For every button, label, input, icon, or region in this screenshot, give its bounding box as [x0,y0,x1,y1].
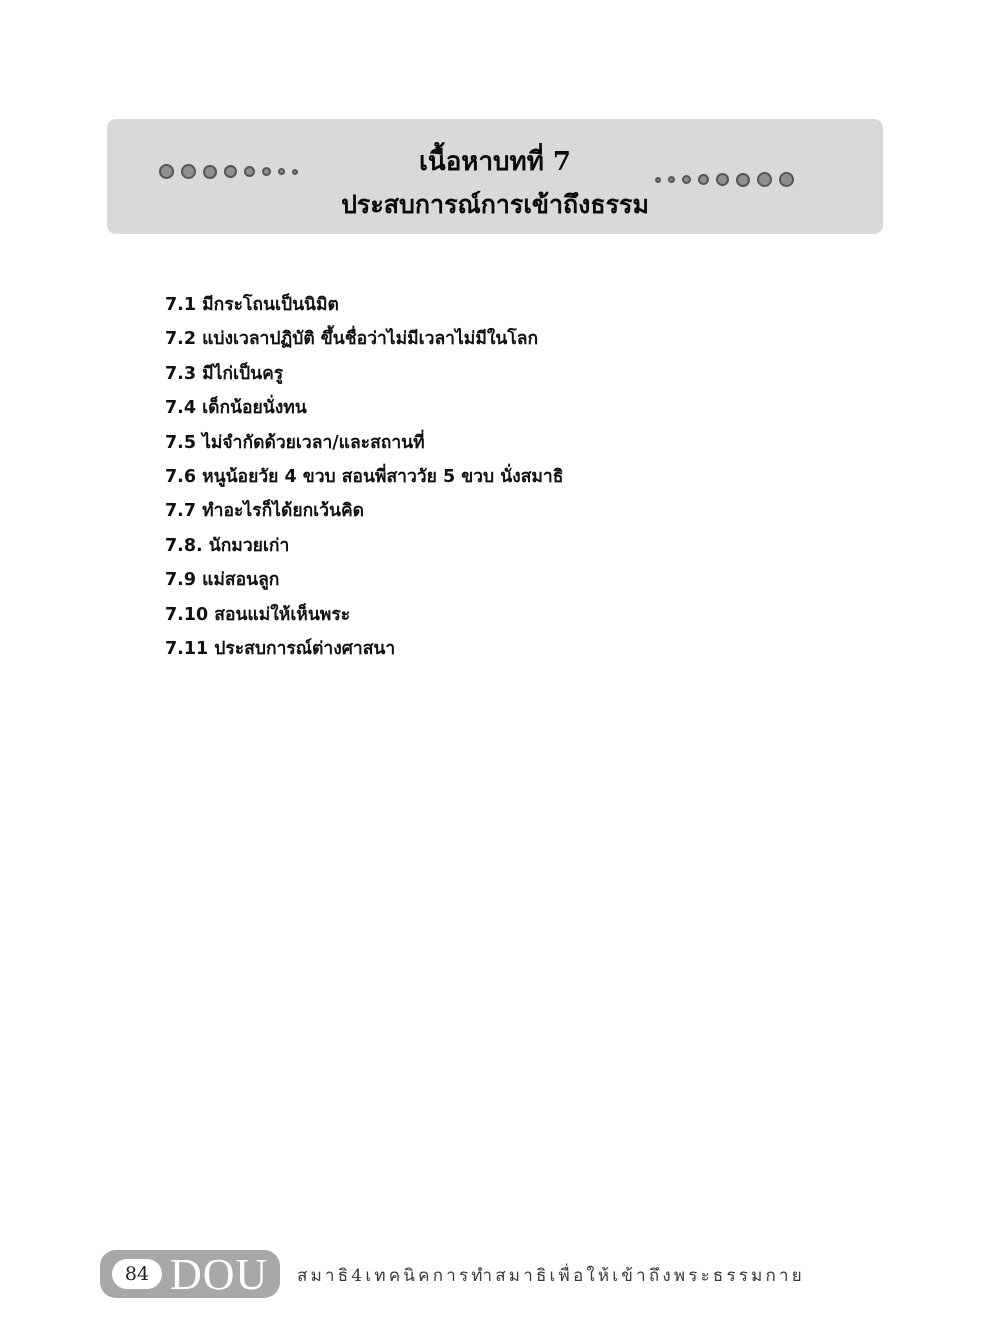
toc-item: 7.8. นักมวยเก่า [165,535,290,556]
dot-icon [779,172,794,187]
dot-icon [668,176,675,183]
toc-item: 7.2 แบ่งเวลาปฏิบัติ ขึ้นชื่อว่าไม่มีเวลาไม่มีในโลก [165,329,539,350]
chapter-title: เนื้อหาบทที่ 7 [419,147,571,177]
chapter-subtitle: ประสบการณ์การเข้าถึงธรรม [341,190,649,219]
toc-item: 7.1 มีกระโถนเป็นนิมิต [165,295,339,315]
toc-item: 7.5 ไม่จำกัดด้วยเวลา/และสถานที่ [165,432,425,453]
dot-icon [757,172,772,187]
decorative-dots-right [655,172,801,187]
toc-item: 7.10 สอนแม่ให้เห็นพระ [165,604,351,625]
toc-item: 7.6 หนูน้อยวัย 4 ขวบ สอนพี่สาววัย 5 ขวบ นั่งสมาธิ [165,466,564,487]
running-footer-title: สมาธิ4เทคนิคการทำสมาธิเพื่อให้เข้าถึงพระธรรมกาย [297,1266,805,1286]
chapter-title-band [107,119,883,234]
dot-icon [682,175,691,184]
toc-item: 7.11 ประสบการณ์ต่างศาสนา [165,638,396,659]
page-number: 84 [112,1259,162,1289]
toc-item: 7.3 มีไก่เป็นครู [165,363,284,384]
footer-badge [100,1250,280,1298]
dot-icon [655,177,661,183]
toc-item: 7.7 ทำอะไรก็ได้ยกเว้นคิด [165,501,365,522]
dou-logo: DOU [170,1250,269,1299]
toc-item: 7.9 แม่สอนลูก [165,570,280,591]
toc-item: 7.4 เด็กน้อยนั่งทน [165,398,307,419]
dot-icon [698,174,709,185]
table-of-contents [165,288,805,666]
dot-icon [736,173,750,187]
dot-icon [716,173,729,186]
